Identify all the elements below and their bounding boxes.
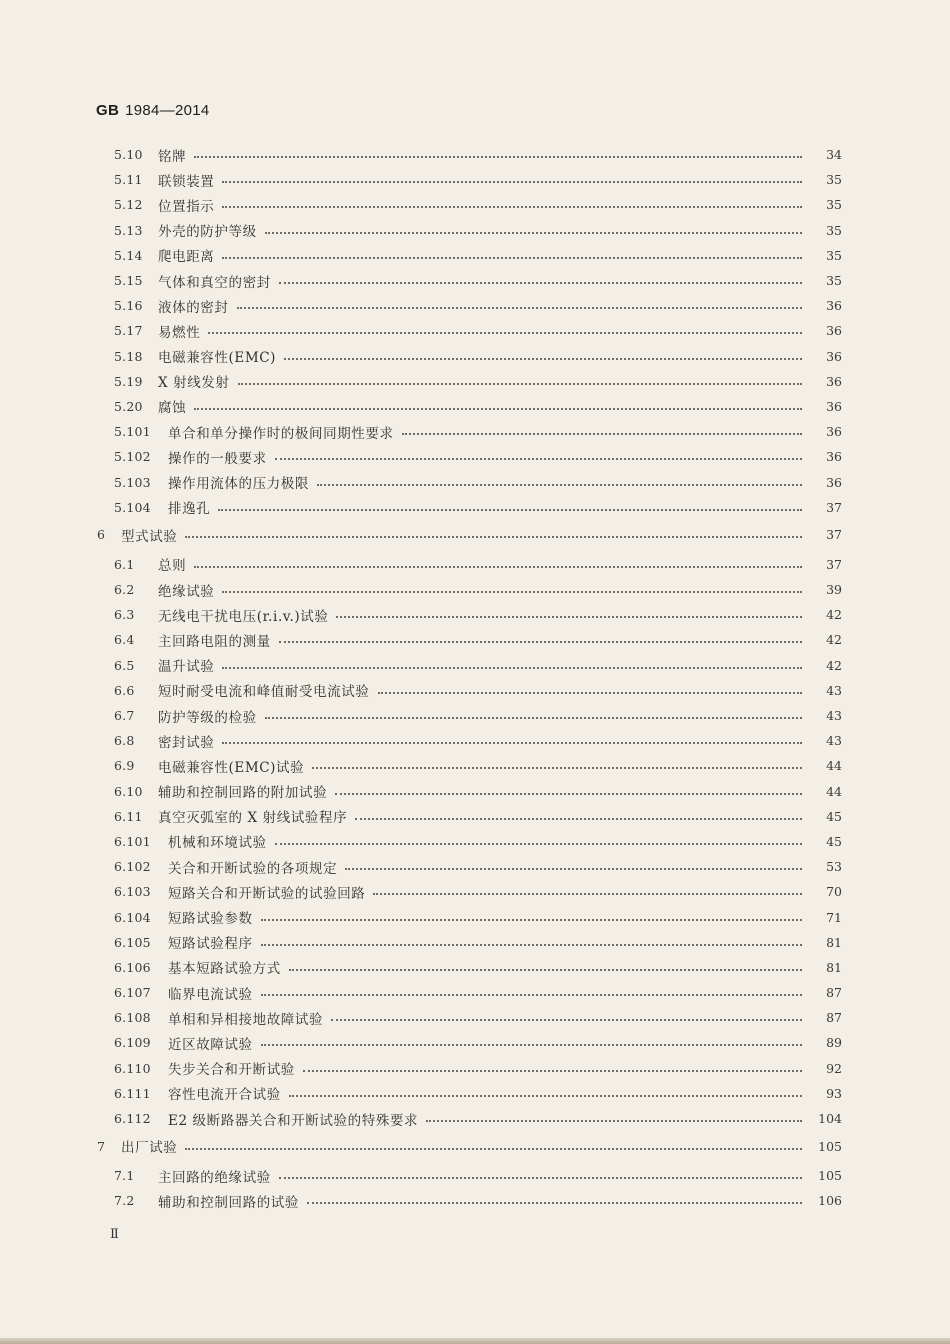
dot-leader xyxy=(345,867,802,870)
toc-entry-page: 105 xyxy=(818,1168,842,1184)
toc-entry[interactable] xyxy=(0,1056,950,1081)
dot-leader xyxy=(218,508,802,511)
toc-entry[interactable] xyxy=(0,804,950,829)
page-number: Ⅱ xyxy=(110,1227,119,1242)
dot-leader xyxy=(289,1094,802,1097)
toc-entry[interactable] xyxy=(0,167,950,192)
toc-entry[interactable] xyxy=(0,1030,950,1055)
dot-leader xyxy=(355,817,802,820)
toc-entry[interactable] xyxy=(0,904,950,929)
toc-entry[interactable] xyxy=(0,728,950,753)
toc-entry-number: 6.101 xyxy=(114,833,151,849)
toc-entry[interactable] xyxy=(0,268,950,293)
toc-entry-title: 铭牌 xyxy=(158,148,187,165)
toc-entry-number: 5.20 xyxy=(114,398,143,414)
toc-entry-number: 5.17 xyxy=(114,323,143,339)
toc-entry[interactable] xyxy=(0,1188,950,1213)
dot-leader xyxy=(261,918,802,921)
toc-entry-title: 主回路的绝缘试验 xyxy=(158,1169,271,1186)
dot-leader xyxy=(279,1176,802,1179)
dot-leader xyxy=(275,842,802,845)
toc-entry-title: 容性电流开合试验 xyxy=(168,1087,281,1104)
toc-entry-page: 71 xyxy=(826,909,842,925)
toc-entry[interactable] xyxy=(0,577,950,602)
toc-entry-page: 44 xyxy=(826,783,842,799)
toc-entry-number: 5.104 xyxy=(114,499,151,515)
toc-entry-page: 89 xyxy=(826,1035,842,1051)
dot-leader xyxy=(194,565,802,568)
toc-entry-title: X 射线发射 xyxy=(158,375,230,392)
toc-entry-page: 43 xyxy=(826,708,842,724)
toc-entry-page: 36 xyxy=(826,449,842,465)
toc-entry-number: 5.101 xyxy=(114,424,151,440)
dot-leader xyxy=(222,666,802,669)
dot-leader xyxy=(238,382,802,385)
toc-entry-title: 总则 xyxy=(158,558,187,575)
dot-leader xyxy=(279,640,802,643)
toc-entry-number: 6.108 xyxy=(114,1010,151,1026)
dot-leader xyxy=(303,1069,802,1072)
toc-entry-title: 单合和单分操作时的极间同期性要求 xyxy=(168,425,394,442)
toc-entry-page: 43 xyxy=(826,682,842,698)
toc-entry-title: 爬电距离 xyxy=(158,249,215,266)
toc-entry-page: 36 xyxy=(826,398,842,414)
dot-leader xyxy=(208,331,802,334)
dot-leader xyxy=(307,1201,802,1204)
toc-entry-title: 操作用流体的压力极限 xyxy=(168,476,309,493)
toc-entry[interactable] xyxy=(0,552,950,577)
toc-entry-page: 81 xyxy=(826,959,842,975)
toc-entry-title: 机械和环境试验 xyxy=(168,835,267,852)
toc-entry-title: 排逸孔 xyxy=(168,501,211,518)
toc-entry[interactable] xyxy=(0,293,950,318)
toc-entry-title: 外壳的防护等级 xyxy=(158,224,257,241)
toc-entry-number: 5.16 xyxy=(114,298,143,314)
toc-entry-number: 6.102 xyxy=(114,859,151,875)
toc-entry-page: 36 xyxy=(826,373,842,389)
dot-leader xyxy=(185,535,802,538)
toc-entry-title: 短路关合和开断试验的试验回路 xyxy=(168,885,366,902)
toc-entry-number: 5.18 xyxy=(114,348,143,364)
dot-leader xyxy=(426,1119,802,1122)
toc-entry-page: 70 xyxy=(826,884,842,900)
toc-entry[interactable] xyxy=(0,879,950,904)
toc-entry[interactable] xyxy=(0,369,950,394)
toc-entry[interactable] xyxy=(0,854,950,879)
toc-entry-page: 42 xyxy=(826,657,842,673)
toc-entry[interactable] xyxy=(0,753,950,778)
toc-entry-page: 45 xyxy=(826,833,842,849)
dot-leader xyxy=(275,457,802,460)
toc-entry-number: 6.5 xyxy=(114,657,135,673)
toc-entry[interactable] xyxy=(0,980,950,1005)
toc-entry-title: 临界电流试验 xyxy=(168,986,253,1003)
toc-entry-number: 7 xyxy=(97,1138,106,1154)
toc-entry-title: 单相和异相接地故障试验 xyxy=(168,1011,324,1028)
toc-entry-number: 6.107 xyxy=(114,985,151,1001)
toc-entry[interactable] xyxy=(0,627,950,652)
toc-entry[interactable] xyxy=(0,602,950,627)
toc-entry[interactable] xyxy=(0,829,950,854)
dot-leader xyxy=(237,306,803,309)
toc-entry[interactable] xyxy=(0,495,950,520)
toc-entry-title: 短路试验参数 xyxy=(168,911,253,928)
toc-entry-title: 型式试验 xyxy=(121,528,178,545)
toc-entry-number: 5.15 xyxy=(114,273,143,289)
toc-entry-title: 密封试验 xyxy=(158,734,215,751)
standard-number: 1984—2014 xyxy=(125,102,210,119)
toc-entry-number: 6.7 xyxy=(114,708,135,724)
toc-entry-title: 辅助和控制回路的试验 xyxy=(158,1194,299,1211)
dot-leader xyxy=(265,231,802,234)
toc-entry-title: 出厂试验 xyxy=(121,1140,178,1157)
dot-leader xyxy=(222,590,802,593)
toc-entry-number: 6.8 xyxy=(114,733,135,749)
toc-entry-number: 5.103 xyxy=(114,474,151,490)
dot-leader xyxy=(265,716,802,719)
toc-entry[interactable] xyxy=(0,678,950,703)
toc-entry-number: 6.4 xyxy=(114,632,135,648)
dot-leader xyxy=(317,483,802,486)
toc-entry-page: 53 xyxy=(826,859,842,875)
toc-entry[interactable] xyxy=(0,1163,950,1188)
toc-entry-page: 106 xyxy=(818,1193,842,1209)
toc-entry[interactable] xyxy=(0,703,950,728)
toc-entry-title: 主回路电阻的测量 xyxy=(158,633,271,650)
toc-entry[interactable] xyxy=(0,1081,950,1106)
toc-entry-page: 36 xyxy=(826,323,842,339)
toc-entry-page: 36 xyxy=(826,424,842,440)
toc-entry[interactable] xyxy=(0,192,950,217)
toc-entry-page: 43 xyxy=(826,733,842,749)
toc-entry-number: 5.13 xyxy=(114,222,143,238)
toc-entry-number: 6.3 xyxy=(114,607,135,623)
toc-entry[interactable] xyxy=(0,1106,950,1131)
toc-entry-number: 6.111 xyxy=(114,1085,151,1101)
toc-entry-title: 液体的密封 xyxy=(158,299,229,316)
toc-entry-page: 92 xyxy=(826,1060,842,1076)
toc-entry-number: 6.106 xyxy=(114,959,151,975)
toc-entry-page: 35 xyxy=(826,172,842,188)
toc-entry-title: 失步关合和开断试验 xyxy=(168,1062,295,1079)
toc-entry-title: 绝缘试验 xyxy=(158,583,215,600)
toc-entry-page: 37 xyxy=(826,499,842,515)
toc-entry-page: 45 xyxy=(826,808,842,824)
toc-entry-page: 34 xyxy=(826,147,842,163)
toc-entry-title: 腐蚀 xyxy=(158,400,187,417)
toc-entry-number: 5.14 xyxy=(114,247,143,263)
toc-entry-title: 气体和真空的密封 xyxy=(158,274,271,291)
toc-entry-number: 6.1 xyxy=(114,556,135,572)
page-edge xyxy=(0,1338,950,1344)
toc-entry-title: 温升试验 xyxy=(158,659,215,676)
toc-entry-number: 5.12 xyxy=(114,197,143,213)
toc-entry[interactable] xyxy=(0,1005,950,1030)
toc-entry-number: 6.11 xyxy=(114,808,143,824)
toc-entry-title: 位置指示 xyxy=(158,198,215,215)
toc-chapter-entry[interactable] xyxy=(0,520,950,550)
toc-entry-number: 5.19 xyxy=(114,373,143,389)
toc-entry-title: 真空灭弧室的 X 射线试验程序 xyxy=(158,810,348,827)
toc-entry-page: 81 xyxy=(826,934,842,950)
toc-entry-page: 42 xyxy=(826,607,842,623)
dot-leader xyxy=(284,357,802,360)
dot-leader xyxy=(222,180,802,183)
toc-entry-number: 7.2 xyxy=(114,1193,135,1209)
toc-entry[interactable] xyxy=(0,419,950,444)
dot-leader xyxy=(279,281,802,284)
dot-leader xyxy=(331,1018,802,1021)
toc-entry-page: 37 xyxy=(826,527,842,543)
toc-entry-page: 35 xyxy=(826,197,842,213)
toc-entry-page: 35 xyxy=(826,222,842,238)
toc-entry[interactable] xyxy=(0,444,950,469)
toc-entry-title: 无线电干扰电压(r.i.v.)试验 xyxy=(158,608,329,625)
toc-entry[interactable] xyxy=(0,218,950,243)
toc-entry-number: 5.10 xyxy=(114,147,143,163)
toc-entry-number: 6.112 xyxy=(114,1111,151,1127)
toc-entry-title: 电磁兼容性(EMC)试验 xyxy=(158,759,305,776)
dot-leader xyxy=(185,1147,802,1150)
toc-entry[interactable] xyxy=(0,930,950,955)
toc-entry-title: 辅助和控制回路的附加试验 xyxy=(158,785,328,802)
toc-entry[interactable] xyxy=(0,653,950,678)
toc-entry-number: 6.105 xyxy=(114,934,151,950)
toc-entry-page: 104 xyxy=(818,1111,842,1127)
toc-entry[interactable] xyxy=(0,142,950,167)
dot-leader xyxy=(402,432,802,435)
toc-entry-title: 联锁装置 xyxy=(158,173,215,190)
toc-entry-page: 44 xyxy=(826,758,842,774)
dot-leader xyxy=(222,256,802,259)
dot-leader xyxy=(289,968,802,971)
toc-entry-title: 短时耐受电流和峰值耐受电流试验 xyxy=(158,684,370,701)
toc-entry-number: 7.1 xyxy=(114,1168,135,1184)
dot-leader xyxy=(222,741,802,744)
dot-leader xyxy=(335,792,802,795)
dot-leader xyxy=(336,615,802,618)
document-header xyxy=(96,102,210,119)
standard-code: GB xyxy=(96,102,120,119)
dot-leader xyxy=(261,993,802,996)
toc-entry[interactable] xyxy=(0,318,950,343)
toc-entry[interactable] xyxy=(0,243,950,268)
toc-entry-page: 35 xyxy=(826,273,842,289)
toc-entry-title: 防护等级的检验 xyxy=(158,709,257,726)
dot-leader xyxy=(194,155,802,158)
dot-leader xyxy=(312,766,802,769)
toc-entry-title: 易燃性 xyxy=(158,324,201,341)
toc-entry-page: 35 xyxy=(826,247,842,263)
toc-entry-page: 87 xyxy=(826,985,842,1001)
toc-entry-page: 36 xyxy=(826,474,842,490)
toc-entry-number: 5.11 xyxy=(114,172,143,188)
toc-entry-number: 5.102 xyxy=(114,449,151,465)
dot-leader xyxy=(261,1043,802,1046)
dot-leader xyxy=(261,943,802,946)
toc-entry-number: 6.103 xyxy=(114,884,151,900)
toc-entry[interactable] xyxy=(0,394,950,419)
toc-entry-page: 36 xyxy=(826,348,842,364)
toc-entry[interactable] xyxy=(0,469,950,494)
toc-entry-number: 6.6 xyxy=(114,682,135,698)
dot-leader xyxy=(222,205,802,208)
toc-entry-page: 105 xyxy=(818,1138,842,1154)
toc-entry-title: 基本短路试验方式 xyxy=(168,961,281,978)
toc-entry-page: 87 xyxy=(826,1010,842,1026)
dot-leader xyxy=(378,691,803,694)
toc-entry-number: 6.110 xyxy=(114,1060,151,1076)
dot-leader xyxy=(373,892,802,895)
toc-entry-number: 6.2 xyxy=(114,582,135,598)
toc-entry-page: 36 xyxy=(826,298,842,314)
toc-entry-number: 6.109 xyxy=(114,1035,151,1051)
toc-entry-title: 近区故障试验 xyxy=(168,1036,253,1053)
toc-entry-page: 93 xyxy=(826,1085,842,1101)
toc-entry-title: 操作的一般要求 xyxy=(168,450,267,467)
toc-entry-number: 6 xyxy=(97,527,106,543)
toc-entry-number: 6.10 xyxy=(114,783,143,799)
toc-entry-page: 37 xyxy=(826,556,842,572)
table-of-contents xyxy=(0,142,950,1214)
dot-leader xyxy=(194,407,802,410)
toc-entry[interactable] xyxy=(0,955,950,980)
toc-entry-page: 42 xyxy=(826,632,842,648)
toc-entry-title: 关合和开断试验的各项规定 xyxy=(168,860,338,877)
toc-entry-title: 电磁兼容性(EMC) xyxy=(158,350,277,367)
toc-entry-page: 39 xyxy=(826,582,842,598)
toc-chapter-entry[interactable] xyxy=(0,1131,950,1161)
toc-entry[interactable] xyxy=(0,779,950,804)
toc-entry[interactable] xyxy=(0,344,950,369)
toc-entry-title: 短路试验程序 xyxy=(168,936,253,953)
toc-entry-number: 6.104 xyxy=(114,909,151,925)
toc-entry-number: 6.9 xyxy=(114,758,135,774)
toc-entry-title: E2 级断路器关合和开断试验的特殊要求 xyxy=(168,1112,419,1129)
